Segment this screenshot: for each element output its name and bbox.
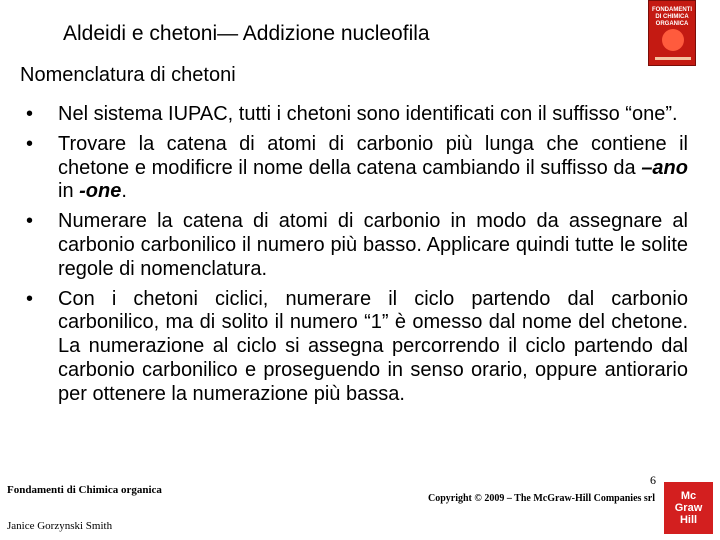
slide-subtitle: Nomenclatura di chetoni [20,64,236,86]
logo-line: Mc [680,490,697,502]
footer-book-title: Fondamenti di Chimica organica [7,484,162,496]
book-cover-text: FONDAMENTI DI CHIMICA ORGANICA [652,7,692,27]
bullet-item: • Con i chetoni ciclici, numerare il ciclo partendo dal carbonio carbonilico, ma di solito il numero “1” è omesso dal nome del chetone. La numerazione al ciclo si assegna percorrendo il ciclo partendo dal carbonio carbonilico e proseguendo in senso orario, oppure antiorario per ottenere la numerazione più bassa. [24,288,688,407]
copyright-notice: Copyright © 2009 – The McGraw-Hill Companies srl [428,493,656,504]
bullet-list [24,103,688,413]
bullet-item: • Trovare la catena di atomi di carbonio più lunga che contiene il chetone e modificre il nome della catena cambiando il suffisso da –ano in -one. [24,133,688,204]
book-cover-stripe [655,57,691,60]
bullet-item: • Nel sistema IUPAC, tutti i chetoni sono identificati con il suffisso “one”. [24,103,688,127]
book-cover-flower-graphic [662,29,684,51]
book-cover-thumbnail [648,0,696,66]
footer-author: Janice Gorzynski Smith [7,520,113,532]
logo-line: Graw [674,502,703,514]
logo-line: Hill [679,514,698,526]
slide-title: Aldeidi e chetoni— Addizione nucleofila [63,22,430,45]
page-number: 6 [650,473,656,487]
publisher-logo [664,482,713,534]
bullet-item: • Numerare la catena di atomi di carbonio in modo da assegnare al carbonio carbonilico il numero più basso. Applicare quindi tutte le solite regole di nomenclatura. [24,210,688,281]
